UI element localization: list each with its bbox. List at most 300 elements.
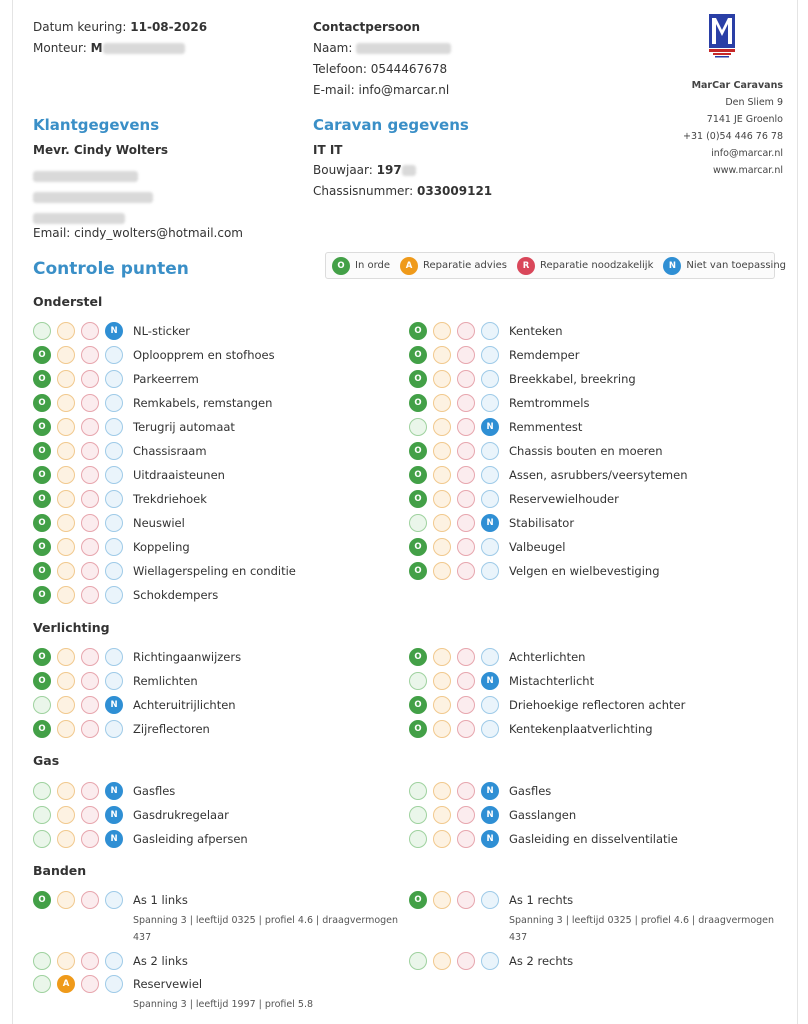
check-item-label: Velgen en wielbevestiging	[509, 564, 660, 578]
status-n-icon	[481, 891, 499, 909]
company-web: www.marcar.nl	[713, 165, 783, 176]
status-o-selected-icon: O	[409, 370, 427, 388]
naam-label: Naam:	[313, 41, 353, 55]
status-a-icon	[57, 586, 75, 604]
status-options	[33, 647, 129, 667]
legend-r-icon: R	[517, 257, 535, 275]
status-n-icon	[105, 490, 123, 508]
status-options	[33, 781, 129, 801]
status-n-icon	[481, 538, 499, 556]
check-item	[33, 561, 403, 581]
status-n-icon	[105, 346, 123, 364]
status-o-icon	[409, 782, 427, 800]
status-n-icon	[105, 891, 123, 909]
status-n-icon	[105, 466, 123, 484]
status-o-selected-icon: O	[33, 891, 51, 909]
check-item-label: Wiellagerspeling en conditie	[133, 564, 296, 578]
datum-label: Datum keuring:	[33, 20, 127, 34]
status-o-selected-icon: O	[409, 442, 427, 460]
status-n-selected-icon: N	[105, 806, 123, 824]
status-options	[409, 489, 505, 509]
check-item	[409, 321, 779, 341]
status-r-icon	[81, 394, 99, 412]
legend-label: Reparatie noodzakelijk	[539, 260, 654, 271]
check-item-label: Breekkabel, breekring	[509, 372, 636, 386]
company-email: info@marcar.nl	[711, 148, 783, 159]
check-item	[409, 561, 779, 581]
status-r-icon	[457, 466, 475, 484]
status-options	[409, 671, 505, 691]
status-n-icon	[105, 370, 123, 388]
klant-name: Mevr. Cindy Wolters	[33, 143, 168, 157]
check-item-label: Oploopprem en stofhoes	[133, 348, 275, 362]
status-o-icon	[409, 672, 427, 690]
status-options	[409, 513, 505, 533]
legend-item-r	[517, 257, 653, 275]
check-item	[33, 393, 403, 413]
check-item	[33, 537, 403, 557]
check-item-label: Chassis bouten en moeren	[509, 444, 663, 458]
chassis-value: 033009121	[417, 184, 493, 198]
status-options	[33, 369, 129, 389]
datum-value: 11-08-2026	[130, 20, 208, 34]
status-r-icon	[457, 346, 475, 364]
check-item-label: Kenteken	[509, 324, 563, 338]
check-item	[33, 369, 403, 389]
status-a-icon	[433, 442, 451, 460]
redacted-block	[356, 43, 451, 54]
status-n-icon	[481, 346, 499, 364]
status-options	[409, 369, 505, 389]
check-item	[409, 393, 779, 413]
status-n-icon	[105, 394, 123, 412]
status-o-icon	[409, 806, 427, 824]
status-options	[409, 537, 505, 557]
check-item-label: Richtingaanwijzers	[133, 650, 242, 664]
status-o-selected-icon: O	[33, 346, 51, 364]
status-a-icon	[433, 538, 451, 556]
contact-email: E-mail: info@marcar.nl	[313, 83, 450, 97]
legend-item-a	[400, 257, 507, 275]
status-o-selected-icon: O	[409, 891, 427, 909]
status-options	[409, 781, 505, 801]
status-options	[409, 465, 505, 485]
check-item	[33, 829, 403, 849]
check-item-label: Stabilisator	[509, 516, 575, 530]
status-o-selected-icon: O	[33, 586, 51, 604]
company-city: 7141 JE Groenlo	[706, 114, 783, 125]
status-a-icon	[433, 466, 451, 484]
marcar-logo-icon	[709, 14, 735, 58]
status-a-icon	[57, 442, 75, 460]
status-o-selected-icon: O	[33, 648, 51, 666]
legend-item-o	[332, 257, 390, 275]
status-a-icon	[57, 782, 75, 800]
caravan-bouwjaar	[313, 163, 416, 177]
legend-label: In orde	[355, 260, 391, 271]
status-options	[409, 805, 505, 825]
status-r-icon	[457, 538, 475, 556]
status-a-icon	[57, 514, 75, 532]
check-item	[409, 951, 779, 971]
klant-phone-redacted	[33, 208, 125, 227]
check-item-label: Remmentest	[509, 420, 583, 434]
status-r-icon	[81, 586, 99, 604]
status-r-icon	[81, 696, 99, 714]
status-o-selected-icon: O	[409, 648, 427, 666]
status-n-icon	[481, 490, 499, 508]
status-options	[33, 561, 129, 581]
status-n-icon	[105, 720, 123, 738]
monteur	[33, 41, 185, 55]
status-a-icon	[433, 648, 451, 666]
caravan-title: Caravan gegevens	[313, 116, 469, 134]
check-item-label: NL-sticker	[133, 324, 191, 338]
check-item-label: Zijreflectoren	[133, 722, 210, 736]
status-a-selected-icon: A	[57, 975, 75, 993]
status-a-icon	[57, 830, 75, 848]
status-o-icon	[409, 830, 427, 848]
check-item-label: Parkeerrem	[133, 372, 199, 386]
status-r-icon	[457, 696, 475, 714]
check-item-label: Chassisraam	[133, 444, 207, 458]
status-options	[33, 465, 129, 485]
check-item-label: Achterlichten	[509, 650, 586, 664]
status-options	[33, 345, 129, 365]
status-n-icon	[481, 466, 499, 484]
status-r-icon	[457, 891, 475, 909]
status-o-selected-icon: O	[409, 394, 427, 412]
check-item	[33, 781, 403, 801]
status-r-icon	[457, 490, 475, 508]
status-a-icon	[433, 891, 451, 909]
status-n-selected-icon: N	[105, 322, 123, 340]
status-options	[33, 417, 129, 437]
status-r-icon	[81, 562, 99, 580]
check-item-label: Uitdraaisteunen	[133, 468, 225, 482]
status-o-icon	[409, 514, 427, 532]
check-item-label: Reservewielhouder	[509, 492, 619, 506]
check-item	[409, 719, 779, 739]
status-r-icon	[457, 672, 475, 690]
status-o-selected-icon: O	[33, 490, 51, 508]
status-n-icon	[105, 975, 123, 993]
status-options	[409, 829, 505, 849]
section-title: Verlichting	[33, 620, 110, 635]
check-item	[409, 671, 779, 691]
status-r-icon	[81, 538, 99, 556]
status-a-icon	[433, 952, 451, 970]
status-a-icon	[433, 696, 451, 714]
status-a-icon	[433, 370, 451, 388]
status-o-selected-icon: O	[33, 394, 51, 412]
check-item	[33, 890, 403, 943]
status-r-icon	[457, 952, 475, 970]
check-item	[33, 417, 403, 437]
status-o-icon	[33, 806, 51, 824]
company-street: Den Sliem 9	[725, 97, 783, 108]
caravan-model: IT IT	[313, 143, 343, 157]
status-o-icon	[409, 952, 427, 970]
check-item-label: Trekdriehoek	[133, 492, 207, 506]
status-o-selected-icon: O	[33, 562, 51, 580]
status-options	[33, 671, 129, 691]
status-n-selected-icon: N	[105, 830, 123, 848]
status-options	[409, 393, 505, 413]
check-item	[409, 513, 779, 533]
datum-keuring	[33, 20, 207, 34]
status-n-icon	[105, 514, 123, 532]
status-r-icon	[457, 562, 475, 580]
check-item	[33, 647, 403, 667]
status-r-icon	[81, 322, 99, 340]
status-o-icon	[409, 418, 427, 436]
status-a-icon	[57, 466, 75, 484]
contact-naam	[313, 41, 451, 55]
status-r-icon	[81, 891, 99, 909]
status-o-icon	[33, 952, 51, 970]
status-r-icon	[81, 830, 99, 848]
status-a-icon	[433, 490, 451, 508]
monteur-label: Monteur:	[33, 41, 87, 55]
klant-city-redacted	[33, 187, 153, 206]
status-options	[33, 974, 129, 994]
check-item	[33, 345, 403, 365]
status-r-icon	[81, 442, 99, 460]
check-item-label: As 2 links	[133, 954, 188, 968]
status-a-icon	[57, 720, 75, 738]
status-options	[33, 585, 129, 605]
check-item-label: Achteruitrijlichten	[133, 698, 236, 712]
status-a-icon	[57, 672, 75, 690]
check-item	[409, 417, 779, 437]
status-n-icon	[481, 952, 499, 970]
section-title: Gas	[33, 753, 60, 768]
status-n-icon	[105, 418, 123, 436]
tire-details	[133, 912, 403, 946]
status-a-icon	[433, 672, 451, 690]
check-item-label: Remkabels, remstangen	[133, 396, 273, 410]
status-r-icon	[457, 394, 475, 412]
check-item-label: Gasfles	[133, 784, 176, 798]
status-o-icon	[33, 975, 51, 993]
status-legend	[325, 252, 787, 279]
status-options	[409, 719, 505, 739]
status-n-icon	[481, 442, 499, 460]
status-n-selected-icon: N	[481, 418, 499, 436]
check-item	[33, 805, 403, 825]
status-r-icon	[81, 782, 99, 800]
check-item-label: As 1 rechts	[509, 893, 574, 907]
legend-n-icon: N	[663, 257, 681, 275]
status-r-icon	[457, 418, 475, 436]
status-o-selected-icon: O	[33, 442, 51, 460]
company-logo	[709, 14, 735, 62]
status-o-selected-icon: O	[409, 322, 427, 340]
check-item-label: Valbeugel	[509, 540, 566, 554]
status-a-icon	[57, 322, 75, 340]
check-item	[409, 647, 779, 667]
status-n-icon	[105, 538, 123, 556]
check-item-label: Kentekenplaatverlichting	[509, 722, 653, 736]
status-a-icon	[433, 830, 451, 848]
status-options	[33, 805, 129, 825]
status-r-icon	[81, 346, 99, 364]
check-item-label: Koppeling	[133, 540, 190, 554]
legend-label: Reparatie advies	[423, 260, 507, 271]
check-item	[409, 829, 779, 849]
status-options	[409, 890, 505, 910]
controle-title: Controle punten	[33, 259, 189, 279]
check-item-label: As 1 links	[133, 893, 188, 907]
status-options	[33, 441, 129, 461]
status-n-icon	[105, 952, 123, 970]
check-item-label: Gasleiding afpersen	[133, 832, 248, 846]
status-n-selected-icon: N	[481, 514, 499, 532]
tire-details-line: Spanning 3 | leeftijd 0325 | profiel 4.6 | draagvermogen	[509, 915, 775, 926]
check-item	[409, 781, 779, 801]
check-item-label: Assen, asrubbers/veersytemen	[509, 468, 688, 482]
status-o-selected-icon: O	[33, 418, 51, 436]
status-n-icon	[105, 442, 123, 460]
legend-a-icon: A	[400, 257, 418, 275]
status-n-icon	[481, 720, 499, 738]
check-item-label: Mistachterlicht	[509, 674, 595, 688]
status-n-icon	[481, 394, 499, 412]
klant-address-redacted	[33, 166, 138, 185]
check-item-label: Gasslangen	[509, 808, 577, 822]
status-a-icon	[433, 562, 451, 580]
status-r-icon	[457, 370, 475, 388]
status-options	[33, 890, 129, 910]
status-n-selected-icon: N	[105, 782, 123, 800]
status-options	[33, 829, 129, 849]
status-r-icon	[81, 490, 99, 508]
status-options	[33, 695, 129, 715]
legend-label: Niet van toepassing	[686, 260, 787, 271]
status-o-selected-icon: O	[409, 720, 427, 738]
status-a-icon	[57, 806, 75, 824]
status-r-icon	[81, 514, 99, 532]
status-r-icon	[457, 782, 475, 800]
status-options	[409, 441, 505, 461]
status-options	[33, 719, 129, 739]
status-a-icon	[57, 394, 75, 412]
section-title: Banden	[33, 863, 87, 878]
tire-details-line: Spanning 3 | leeftijd 0325 | profiel 4.6 | draagvermogen	[133, 915, 399, 926]
status-options	[33, 489, 129, 509]
redacted-block	[103, 43, 185, 54]
check-item	[409, 489, 779, 509]
status-o-icon	[33, 322, 51, 340]
status-a-icon	[433, 394, 451, 412]
status-a-icon	[433, 720, 451, 738]
status-r-icon	[457, 514, 475, 532]
status-r-icon	[81, 418, 99, 436]
status-a-icon	[433, 418, 451, 436]
check-item	[409, 890, 779, 943]
bouwjaar-label: Bouwjaar:	[313, 163, 373, 177]
status-r-icon	[81, 672, 99, 690]
status-n-selected-icon: N	[481, 830, 499, 848]
caravan-chassis	[313, 184, 492, 198]
check-item-label: Gasfles	[509, 784, 552, 798]
klant-email: Email: cindy_wolters@hotmail.com	[33, 226, 243, 240]
status-options	[409, 345, 505, 365]
status-a-icon	[57, 696, 75, 714]
check-item	[409, 537, 779, 557]
status-r-icon	[81, 370, 99, 388]
status-o-selected-icon: O	[33, 720, 51, 738]
check-item	[33, 321, 403, 341]
status-o-selected-icon: O	[409, 562, 427, 580]
check-item	[33, 671, 403, 691]
tire-details-line: 437	[509, 932, 528, 943]
tire-details-line: Spanning 3 | leeftijd 1997 | profiel 5.8	[133, 999, 314, 1010]
check-item-label: Schokdempers	[133, 588, 219, 602]
status-options	[409, 417, 505, 437]
status-options	[409, 695, 505, 715]
status-options	[33, 537, 129, 557]
legend-item-n	[663, 257, 786, 275]
status-options	[33, 321, 129, 341]
status-o-icon	[33, 830, 51, 848]
status-o-selected-icon: O	[409, 538, 427, 556]
bouwjaar-value: 197	[376, 163, 402, 177]
check-item	[409, 805, 779, 825]
status-r-icon	[457, 442, 475, 460]
status-n-icon	[481, 696, 499, 714]
status-a-icon	[433, 514, 451, 532]
status-options	[33, 513, 129, 533]
status-o-selected-icon: O	[409, 346, 427, 364]
check-item-label: Remlichten	[133, 674, 198, 688]
status-o-icon	[33, 696, 51, 714]
status-o-selected-icon: O	[409, 490, 427, 508]
status-o-selected-icon: O	[33, 514, 51, 532]
status-r-icon	[81, 806, 99, 824]
check-item	[409, 441, 779, 461]
status-a-icon	[57, 418, 75, 436]
status-r-icon	[457, 322, 475, 340]
status-options	[409, 561, 505, 581]
status-o-selected-icon: O	[409, 466, 427, 484]
status-o-icon	[33, 782, 51, 800]
status-n-icon	[105, 648, 123, 666]
company-phone: +31 (0)54 446 76 78	[683, 131, 783, 142]
inspection-report-page	[12, 0, 798, 1024]
status-o-selected-icon: O	[33, 672, 51, 690]
status-a-icon	[433, 782, 451, 800]
check-item-label: Remtrommels	[509, 396, 590, 410]
check-item	[33, 489, 403, 509]
status-options	[409, 951, 505, 971]
check-item	[33, 719, 403, 739]
status-n-icon	[105, 672, 123, 690]
contact-title: Contactpersoon	[313, 20, 421, 34]
status-n-selected-icon: N	[481, 806, 499, 824]
check-item-label: As 2 rechts	[509, 954, 574, 968]
legend-o-icon: O	[332, 257, 350, 275]
status-a-icon	[57, 490, 75, 508]
check-item-label: Terugrij automaat	[133, 420, 235, 434]
status-a-icon	[433, 322, 451, 340]
status-a-icon	[57, 346, 75, 364]
status-options	[33, 393, 129, 413]
status-o-selected-icon: O	[33, 370, 51, 388]
status-r-icon	[457, 648, 475, 666]
check-item	[33, 513, 403, 533]
